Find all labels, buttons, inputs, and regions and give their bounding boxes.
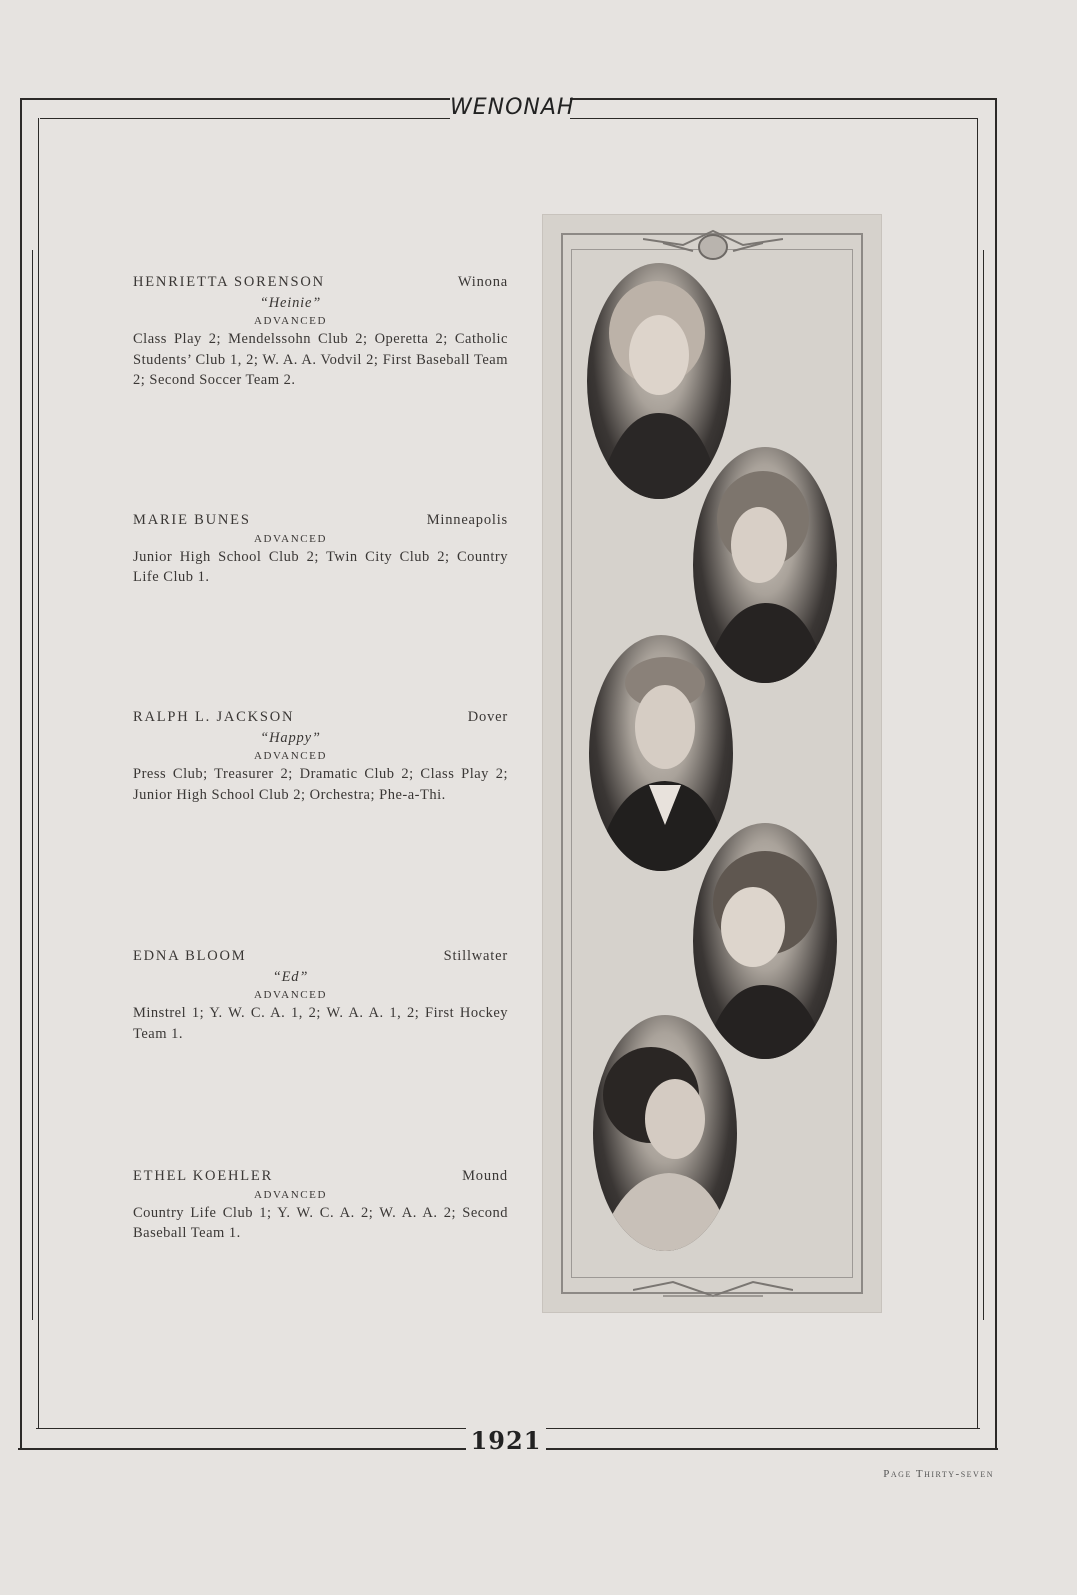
student-name: ETHEL KOEHLER bbox=[133, 1168, 274, 1184]
student-nickname: “Ed” bbox=[272, 968, 309, 985]
portrait-photo bbox=[693, 823, 837, 1059]
student-entry bbox=[133, 707, 508, 805]
page-number: Page Thirty-seven bbox=[883, 1468, 994, 1480]
frame-innermost-left bbox=[32, 250, 33, 1320]
student-activities: Press Club; Treasurer 2; Dramatic Club 2; Class Play 2; Junior High School Club 2; Orchestra; Phe-a-Thi. bbox=[133, 766, 508, 803]
student-nickname: “Happy” bbox=[260, 729, 321, 746]
student-course: ADVANCED bbox=[253, 989, 328, 1001]
portrait-photo bbox=[589, 635, 733, 871]
student-name: HENRIETTA SORENSON bbox=[133, 274, 325, 290]
student-entry bbox=[133, 272, 508, 391]
student-hometown: Winona bbox=[457, 274, 508, 290]
student-activities: Junior High School Club 2; Twin City Club 2; Country Life Club 1. bbox=[133, 548, 508, 585]
frame-outer-right bbox=[995, 98, 997, 1450]
student-hometown: Stillwater bbox=[443, 948, 508, 964]
portrait-photo bbox=[587, 263, 731, 499]
photo-panel bbox=[542, 214, 882, 1313]
student-hometown: Mound bbox=[462, 1168, 508, 1184]
portrait-figure-icon bbox=[593, 1015, 737, 1251]
panel-ornament-bottom bbox=[633, 1274, 793, 1304]
student-activities: Minstrel 1; Y. W. C. A. 1, 2; W. A. A. 1, 2; First Hockey Team 1. bbox=[133, 1005, 508, 1042]
student-nickname: “Heinie” bbox=[259, 294, 322, 311]
portrait-photo bbox=[693, 447, 837, 683]
student-course: ADVANCED bbox=[253, 750, 328, 762]
student-hometown: Dover bbox=[467, 709, 508, 725]
frame-inner-right bbox=[977, 118, 978, 1429]
student-entry bbox=[133, 510, 508, 588]
student-course: ADVANCED bbox=[253, 532, 328, 545]
student-course: ADVANCED bbox=[253, 315, 328, 327]
student-activities: Country Life Club 1; Y. W. C. A. 2; W. A. A. 2; Second Baseball Team 1. bbox=[133, 1204, 508, 1241]
student-name: RALPH L. JACKSON bbox=[133, 709, 295, 725]
frame-outer-left bbox=[20, 98, 22, 1450]
portrait-figure-icon bbox=[587, 263, 731, 499]
frame-inner-left bbox=[38, 118, 39, 1429]
student-hometown: Minneapolis bbox=[426, 512, 508, 528]
panel-ornament-top bbox=[643, 227, 783, 261]
student-entry bbox=[133, 1166, 508, 1244]
header-title: WENONAH bbox=[450, 95, 575, 120]
student-course: ADVANCED bbox=[253, 1188, 328, 1201]
frame-innermost-right bbox=[983, 250, 984, 1320]
student-name: MARIE BUNES bbox=[133, 512, 251, 528]
student-entry bbox=[133, 946, 508, 1044]
student-name: EDNA BLOOM bbox=[133, 948, 247, 964]
year-label: 1921 bbox=[466, 1427, 546, 1455]
portrait-figure-icon bbox=[693, 447, 837, 683]
student-activities: Class Play 2; Mendelssohn Club 2; Operetta 2; Catholic Students’ Club 1, 2; W. A. A. Vodvil 2; First Baseball Team 2; Second Soccer Team 2. bbox=[133, 331, 508, 388]
portrait-photo bbox=[593, 1015, 737, 1251]
portrait-figure-icon bbox=[693, 823, 837, 1059]
portrait-figure-icon bbox=[589, 635, 733, 871]
